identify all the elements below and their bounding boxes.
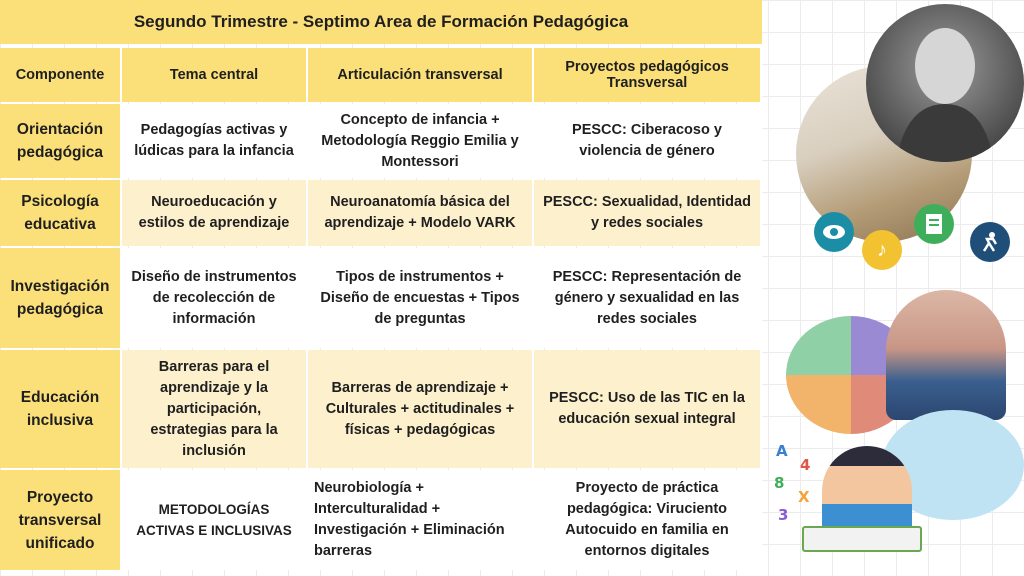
svg-text:A: A <box>776 442 788 460</box>
row-proyecto: PESCC: Ciberacoso y violencia de género <box>534 104 762 178</box>
eye-icon <box>814 212 854 252</box>
table-row <box>0 350 762 468</box>
row-tema: METODOLOGÍAS ACTIVAS E INCLUSIVAS <box>122 470 308 570</box>
portrait-photo-bw <box>866 4 1024 162</box>
row-componente: Educación inclusiva <box>0 350 122 468</box>
row-componente: Psicología educativa <box>0 180 122 246</box>
row-tema: Pedagogías activas y lúdicas para la infancia <box>122 104 308 178</box>
portrait-photo-color <box>886 290 1006 420</box>
row-componente: Proyecto transversal unificado <box>0 470 122 570</box>
header-componente: Componente <box>0 48 122 102</box>
header-proyectos: Proyectos pedagógicos Transversal <box>534 48 762 102</box>
svg-text:8: 8 <box>774 474 785 492</box>
row-articulacion: Neurobiología + Interculturalidad + Investigación + Eliminación barreras <box>308 470 534 570</box>
curriculum-table <box>0 46 762 572</box>
row-proyecto: PESCC: Uso de las TIC en la educación sexual integral <box>534 350 762 468</box>
svg-text:4: 4 <box>800 456 811 474</box>
table-header-row <box>0 48 762 102</box>
row-componente: Orientación pedagógica <box>0 104 122 178</box>
table-row <box>0 248 762 348</box>
row-proyecto: PESCC: Representación de género y sexualidad en las redes sociales <box>534 248 762 348</box>
row-tema: Diseño de instrumentos de recolección de información <box>122 248 308 348</box>
row-articulacion: Barreras de aprendizaje + Culturales + actitudinales + físicas + pedagógicas <box>308 350 534 468</box>
running-person-icon <box>970 222 1010 262</box>
floating-letters-decoration <box>770 440 830 530</box>
svg-text:3: 3 <box>778 506 789 524</box>
open-book-illustration <box>802 526 922 552</box>
table-row <box>0 470 762 570</box>
table-row <box>0 104 762 178</box>
page-title: Segundo Trimestre - Septimo Area de Formación Pedagógica <box>0 0 762 44</box>
row-tema: Neuroeducación y estilos de aprendizaje <box>122 180 308 246</box>
header-articulacion: Articulación transversal <box>308 48 534 102</box>
row-articulacion: Concepto de infancia + Metodología Reggio Emilia y Montessori <box>308 104 534 178</box>
row-tema: Barreras para el aprendizaje y la participación, estrategias para la inclusión <box>122 350 308 468</box>
music-note-icon: ♪ <box>862 230 902 270</box>
document-icon <box>914 204 954 244</box>
row-proyecto: PESCC: Sexualidad, Identidad y redes sociales <box>534 180 762 246</box>
row-proyecto: Proyecto de práctica pedagógica: Viruciento Autocuido en familia en entornos digitales <box>534 470 762 570</box>
row-componente: Investigación pedagógica <box>0 248 122 348</box>
svg-text:X: X <box>798 488 810 506</box>
table-row <box>0 180 762 246</box>
row-articulacion: Neuroanatomía básica del aprendizaje + Modelo VARK <box>308 180 534 246</box>
header-tema-central: Tema central <box>122 48 308 102</box>
illustration-collage <box>762 0 1024 576</box>
row-articulacion: Tipos de instrumentos + Diseño de encuestas + Tipos de preguntas <box>308 248 534 348</box>
